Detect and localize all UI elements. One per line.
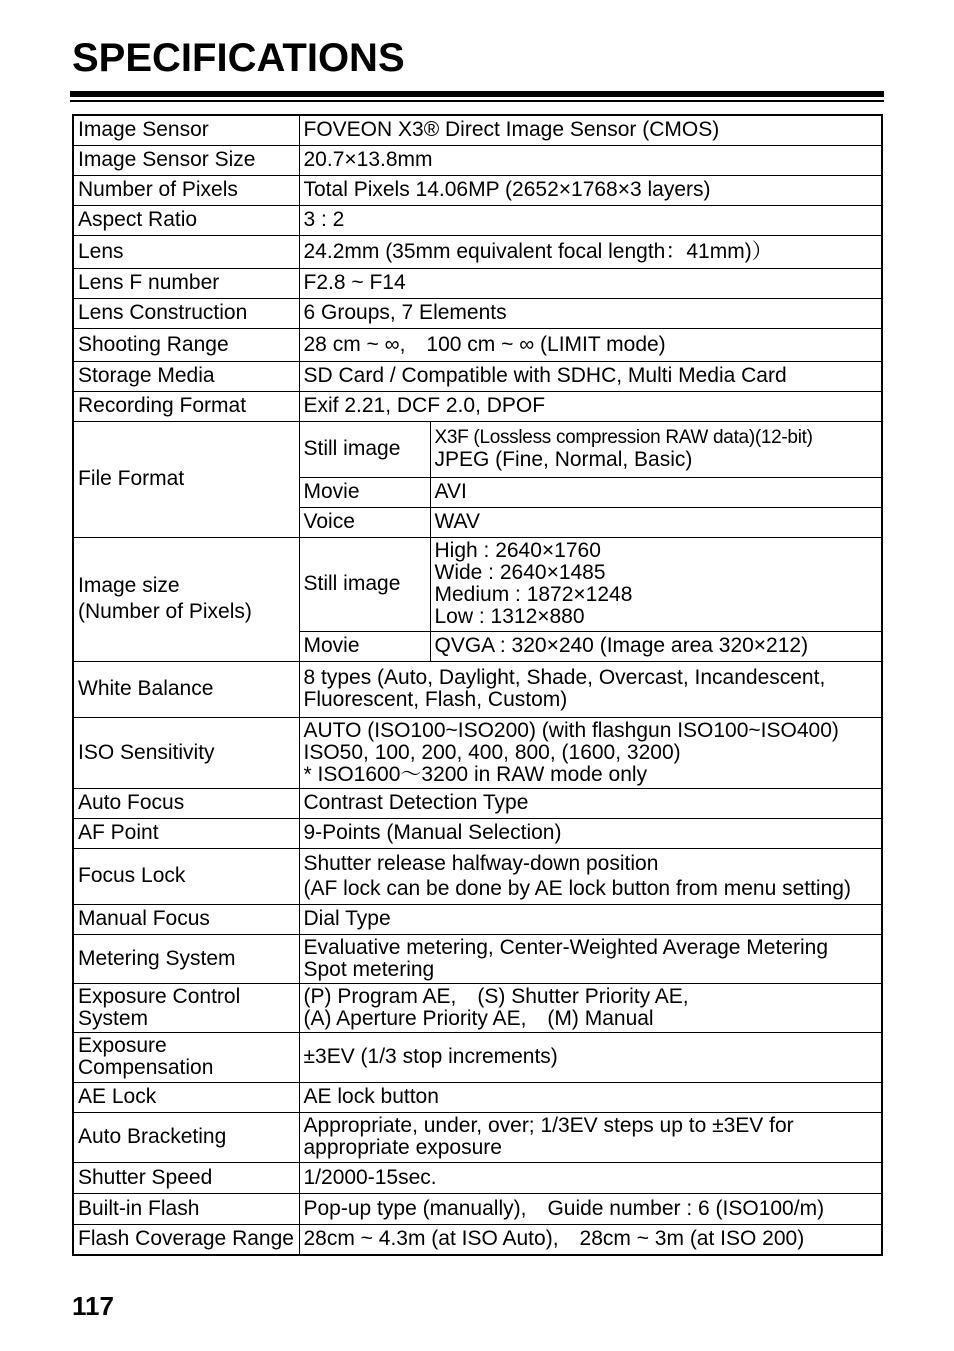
- table-row: [73, 1193, 882, 1224]
- spec-value: Pop-up type (manually), Guide number : 6 (ISO100/m): [299, 1193, 882, 1224]
- spec-value: [299, 717, 882, 788]
- spec-value: Dial Type: [299, 904, 882, 934]
- spec-sublabel: Movie: [299, 477, 430, 507]
- spec-value: 3 : 2: [299, 205, 882, 235]
- spec-label: Aspect Ratio: [73, 205, 299, 235]
- spec-value: [299, 983, 882, 1032]
- table-row: [73, 175, 882, 205]
- spec-value: 28cm ~ 4.3m (at ISO Auto), 28cm ~ 3m (at ISO 200): [299, 1224, 882, 1255]
- table-row: [73, 1162, 882, 1193]
- page-title: SPECIFICATIONS: [72, 36, 405, 80]
- spec-value-line: (P) Program AE, (S) Shutter Priority AE,: [303, 984, 689, 1008]
- spec-label: Focus Lock: [73, 848, 299, 904]
- table-row: [73, 788, 882, 818]
- spec-label: [73, 983, 299, 1032]
- spec-label: Lens F number: [73, 268, 299, 298]
- spec-value: [299, 661, 882, 717]
- spec-label: File Format: [73, 421, 299, 537]
- spec-value-line: X3F (Lossless compression RAW data)(12-bit): [434, 427, 813, 448]
- spec-sublabel: Still image: [299, 421, 430, 477]
- spec-label: White Balance: [73, 661, 299, 717]
- title-rule-thick: [70, 91, 884, 97]
- spec-value-line: Appropriate, under, over; 1/3EV steps up to ±3EV for: [303, 1114, 794, 1137]
- spec-value: [299, 848, 882, 904]
- spec-label: Image Sensor Size: [73, 145, 299, 175]
- spec-value: 28 cm ~ ∞, 100 cm ~ ∞ (LIMIT mode): [299, 328, 882, 361]
- table-row: [73, 983, 882, 1032]
- table-row: [73, 298, 882, 328]
- spec-value-line: Fluorescent, Flash, Custom): [303, 688, 568, 711]
- spec-value: Total Pixels 14.06MP (2652×1768×3 layers): [299, 175, 882, 205]
- spec-value-line: Evaluative metering, Center-Weighted Average Metering: [303, 935, 829, 959]
- spec-value: 20.7×13.8mm: [299, 145, 882, 175]
- spec-value-line: Wide : 2640×1485: [434, 561, 606, 584]
- spec-value: FOVEON X3® Direct Image Sensor (CMOS): [299, 115, 882, 145]
- spec-value-line: ISO50, 100, 200, 400, 800, (1600, 3200): [303, 740, 681, 764]
- spec-sublabel: Movie: [299, 631, 430, 661]
- table-row: [73, 235, 882, 268]
- spec-value: AVI: [430, 477, 882, 507]
- spec-label: Number of Pixels: [73, 175, 299, 205]
- table-row: [73, 1224, 882, 1255]
- table-row: [73, 1112, 882, 1162]
- spec-label-line: Compensation: [78, 1056, 214, 1079]
- spec-value-line: * ISO1600～3200 in RAW mode only: [303, 762, 648, 786]
- spec-label: Lens: [73, 235, 299, 268]
- table-row: [73, 1082, 882, 1112]
- spec-value-line: Low : 1312×880: [434, 605, 585, 628]
- table-row: [73, 361, 882, 391]
- spec-value-line: (A) Aperture Priority AE, (M) Manual: [303, 1006, 654, 1030]
- spec-value: AE lock button: [299, 1082, 882, 1112]
- spec-label: Storage Media: [73, 361, 299, 391]
- spec-value: QVGA : 320×240 (Image area 320×212): [430, 631, 882, 661]
- spec-value-line: Medium : 1872×1248: [434, 583, 633, 606]
- table-row: [73, 391, 882, 421]
- spec-label-line: Image size: [78, 574, 180, 597]
- spec-value-line: appropriate exposure: [303, 1136, 502, 1159]
- table-row: [73, 145, 882, 175]
- spec-value: SD Card / Compatible with SDHC, Multi Media Card: [299, 361, 882, 391]
- table-row: [73, 717, 882, 788]
- page-number: 117: [72, 1291, 114, 1321]
- spec-label: Flash Coverage Range: [73, 1224, 299, 1255]
- spec-value: [430, 537, 882, 631]
- spec-value-line: (AF lock can be done by AE lock button from menu setting): [303, 877, 851, 900]
- table-row: [73, 818, 882, 848]
- table-row: [73, 848, 882, 904]
- spec-value-line: Shutter release halfway-down position: [303, 852, 659, 875]
- spec-label-line: (Number of Pixels): [78, 600, 252, 623]
- spec-label: Auto Bracketing: [73, 1112, 299, 1162]
- spec-label: Shooting Range: [73, 328, 299, 361]
- spec-value-line: JPEG (Fine, Normal, Basic): [434, 448, 693, 471]
- table-row: [73, 934, 882, 983]
- spec-label: Image Sensor: [73, 115, 299, 145]
- spec-label: Shutter Speed: [73, 1162, 299, 1193]
- spec-label: AF Point: [73, 818, 299, 848]
- table-row: [73, 661, 882, 717]
- spec-value: [299, 1112, 882, 1162]
- spec-value-line: AUTO (ISO100~ISO200) (with flashgun ISO100~ISO400): [303, 718, 839, 742]
- spec-label: Built-in Flash: [73, 1193, 299, 1224]
- spec-value: 6 Groups, 7 Elements: [299, 298, 882, 328]
- spec-value: Contrast Detection Type: [299, 788, 882, 818]
- table-row: [73, 904, 882, 934]
- table-row: [73, 421, 882, 477]
- table-row: [73, 205, 882, 235]
- spec-label-line: System: [78, 1006, 149, 1030]
- spec-label: ISO Sensitivity: [73, 717, 299, 788]
- spec-value-line: Spot metering: [303, 957, 435, 981]
- spec-value: F2.8 ~ F14: [299, 268, 882, 298]
- spec-label: [73, 1032, 299, 1082]
- spec-value: Exif 2.21, DCF 2.0, DPOF: [299, 391, 882, 421]
- spec-value: WAV: [430, 507, 882, 537]
- spec-value: [299, 934, 882, 983]
- spec-label: Manual Focus: [73, 904, 299, 934]
- spec-label: AE Lock: [73, 1082, 299, 1112]
- spec-value: 9-Points (Manual Selection): [299, 818, 882, 848]
- table-row: [73, 1032, 882, 1082]
- spec-label-line: Exposure Control: [78, 984, 241, 1008]
- spec-label: Lens Construction: [73, 298, 299, 328]
- spec-label-line: Exposure: [78, 1034, 167, 1057]
- spec-sublabel: Voice: [299, 507, 430, 537]
- table-row: [73, 268, 882, 298]
- spec-value: 24.2mm (35mm equivalent focal length：41mm)）: [299, 235, 882, 268]
- spec-label: Recording Format: [73, 391, 299, 421]
- table-row: [73, 537, 882, 631]
- spec-label: Auto Focus: [73, 788, 299, 818]
- title-rule-thin: [70, 100, 884, 102]
- spec-value-line: 8 types (Auto, Daylight, Shade, Overcast, Incandescent,: [303, 666, 826, 689]
- spec-sublabel: Still image: [299, 537, 430, 631]
- spec-value: [430, 421, 882, 477]
- spec-value-line: High : 2640×1760: [434, 539, 601, 562]
- table-row: [73, 328, 882, 361]
- spec-value: ±3EV (1/3 stop increments): [299, 1032, 882, 1082]
- specifications-table: [72, 114, 883, 1256]
- spec-label: [73, 537, 299, 661]
- spec-value: 1/2000-15sec.: [299, 1162, 882, 1193]
- table-row: [73, 115, 882, 145]
- spec-label: Metering System: [73, 934, 299, 983]
